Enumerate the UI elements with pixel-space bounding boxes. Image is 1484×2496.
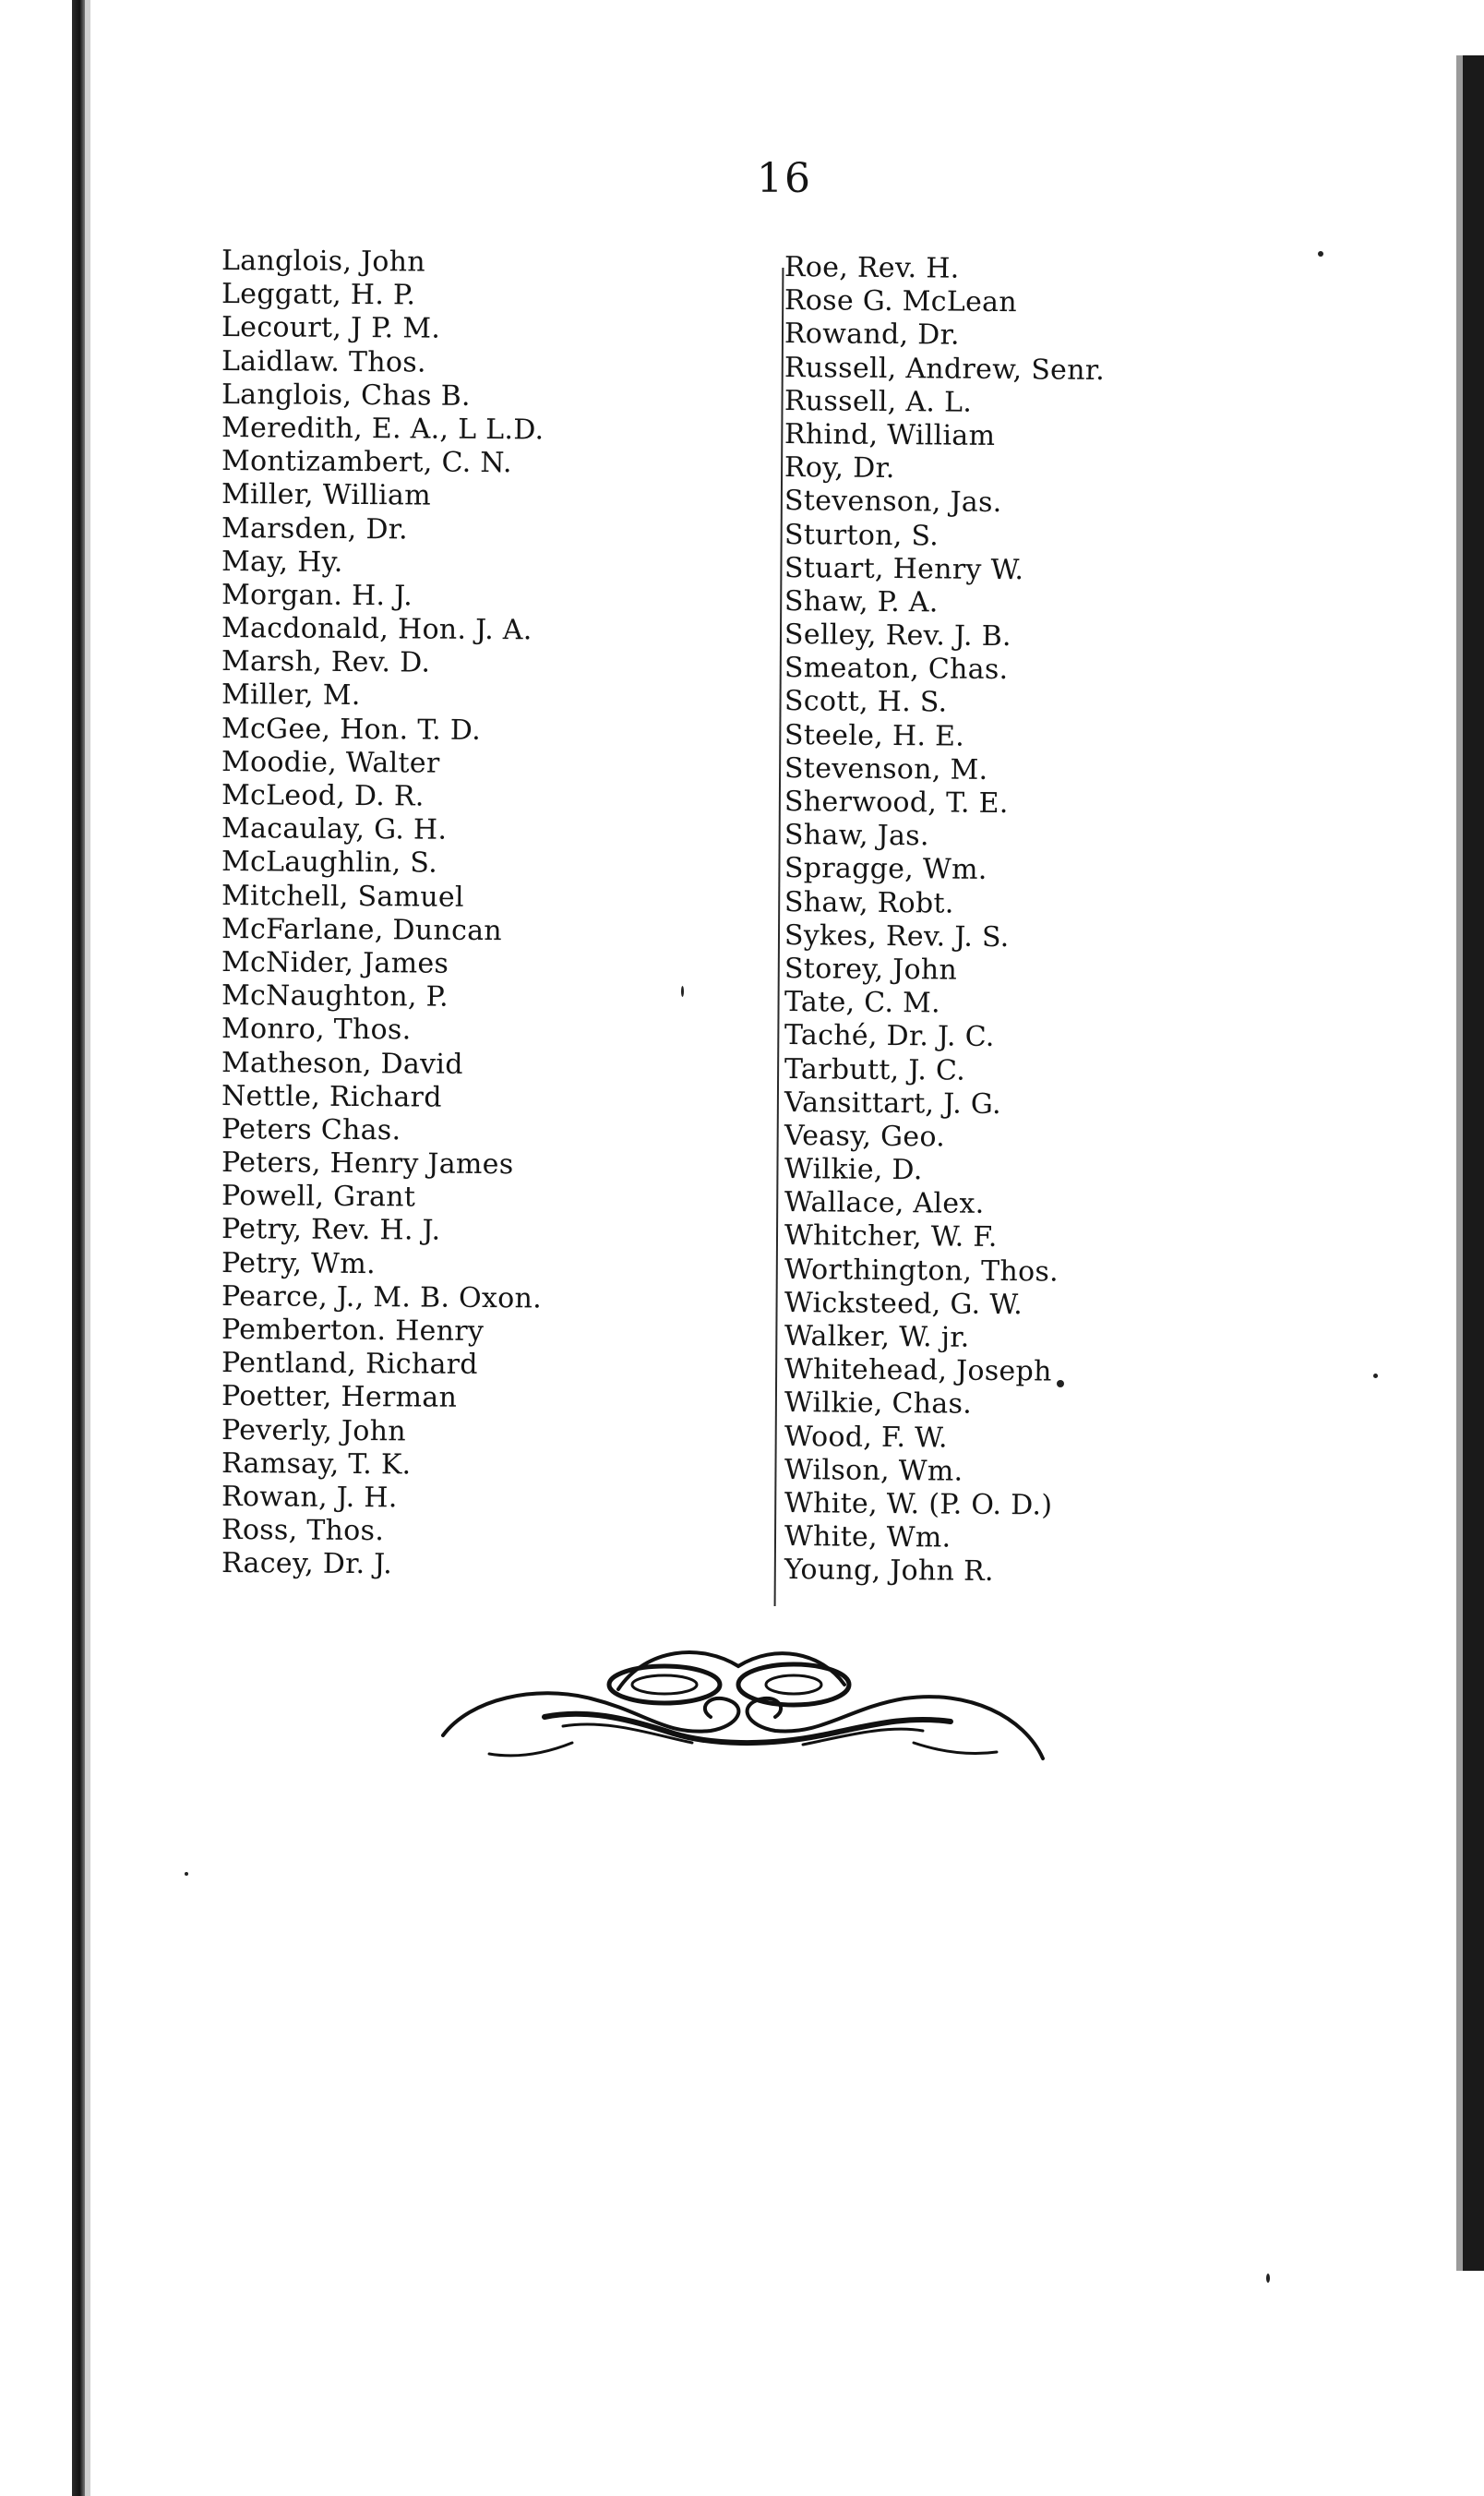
left-name-entry: Marsh, Rev. D. xyxy=(221,645,431,679)
left-name-entry: Morgan. H. J. xyxy=(221,578,413,613)
right-name-entry: Wallace, Alex. xyxy=(784,1186,985,1221)
left-name-entry: Meredith, E. A., L L.D. xyxy=(221,411,545,447)
column-divider xyxy=(774,268,784,1606)
left-name-entry: Racey, Dr. J. xyxy=(221,1547,393,1581)
right-name-entry: Sykes, Rev. J. S. xyxy=(784,918,1010,954)
right-name-entry: Russell, Andrew, Senr. xyxy=(784,351,1106,387)
right-name-entry: Sturton, S. xyxy=(784,518,939,552)
right-name-entry: White, Wm. xyxy=(784,1520,951,1554)
scan-border-right-edge xyxy=(1456,55,1463,2271)
left-name-entry: Ross, Thos. xyxy=(221,1514,385,1548)
right-name-entry: Roy, Dr. xyxy=(784,451,895,486)
right-name-entry: Rowand, Dr. xyxy=(784,318,960,353)
left-name-entry: Moodie, Walter xyxy=(221,745,440,780)
scan-speck xyxy=(1266,2274,1270,2283)
left-name-entry: Ramsay, T. K. xyxy=(221,1446,412,1482)
left-name-entry: McLeod, D. R. xyxy=(221,779,425,813)
right-name-entry: Wood, F. W. xyxy=(784,1420,948,1455)
scan-border-right xyxy=(1463,55,1484,2271)
right-name-entry: Stuart, Henry W. xyxy=(784,551,1024,586)
name-list-right xyxy=(784,251,1172,1588)
right-name-entry: Whitcher, W. F. xyxy=(784,1219,998,1254)
right-name-entry: Tarbutt, J. C. xyxy=(784,1052,966,1087)
scan-border-left-edge xyxy=(85,0,90,2496)
right-name-entry: Steele, H. E. xyxy=(784,718,965,753)
left-name-entry: Miller, William xyxy=(221,478,432,512)
left-name-entry: Matheson, David xyxy=(221,1046,463,1081)
left-name-entry: Pemberton. Henry xyxy=(221,1314,485,1348)
left-name-entry: Lecourt, J P. M. xyxy=(221,311,441,346)
right-name-entry: Wicksteed, G. W. xyxy=(784,1286,1023,1322)
left-name-entry: Peverly, John xyxy=(221,1413,407,1447)
scan-speck xyxy=(185,1872,188,1876)
left-name-entry: Peters, Henry James xyxy=(221,1146,514,1182)
left-name-entry: Macdonald, Hon. J. A. xyxy=(221,612,533,647)
left-name-entry: Pentland, Richard xyxy=(221,1347,479,1382)
right-name-entry: Tate, C. M. xyxy=(784,986,941,1020)
left-name-entry: Leggatt, H. P. xyxy=(221,278,416,312)
left-name-entry: Macaulay, G. H. xyxy=(221,812,448,846)
right-name-entry: Wilson, Wm. xyxy=(784,1453,963,1488)
right-name-entry: Storey, John xyxy=(784,952,958,987)
left-name-entry: Rowan, J. H. xyxy=(221,1480,398,1515)
right-name-entry: Taché, Dr. J. C. xyxy=(784,1019,995,1054)
left-name-entry: Laidlaw. Thos. xyxy=(221,344,426,379)
right-name-entry: Young, John R. xyxy=(784,1554,994,1589)
scan-border-left xyxy=(72,0,85,2496)
left-name-entry: Petry, Rev. H. J. xyxy=(221,1213,441,1248)
left-name-entry: Marsden, Dr. xyxy=(221,511,409,546)
left-name-entry: McNider, James xyxy=(221,945,449,980)
right-name-entry: Wilkie, D. xyxy=(784,1153,923,1187)
flourish-ornament xyxy=(434,1634,1052,1791)
right-name-entry: Shaw, Robt. xyxy=(784,885,954,920)
right-name-entry: Sherwood, T. E. xyxy=(784,786,1009,821)
right-name-entry: Stevenson, M. xyxy=(784,751,988,786)
right-name-entry: Scott, H. S. xyxy=(784,685,948,719)
right-name-entry: Veasy, Geo. xyxy=(784,1119,946,1154)
right-name-entry: Walker, W. jr. xyxy=(784,1320,970,1354)
right-name-entry: Worthington, Thos. xyxy=(784,1253,1059,1289)
right-name-entry: Stevenson, Jas. xyxy=(784,485,1002,520)
left-name-entry: Poetter, Herman xyxy=(221,1380,458,1415)
right-name-entry: Roe, Rev. H. xyxy=(784,251,960,285)
right-name-entry: Russell, A. L. xyxy=(784,384,973,419)
right-name-entry: Vansittart, J. G. xyxy=(784,1086,1002,1121)
left-name-entry: Montizambert, C. N. xyxy=(221,445,512,480)
right-name-entry: Shaw, P. A. xyxy=(784,584,939,619)
left-name-entry: Powell, Grant xyxy=(221,1180,416,1214)
right-name-entry: Rhind, William xyxy=(784,417,996,452)
right-name-entry: Shaw, Jas. xyxy=(784,819,929,853)
left-name-entry: Langlois, Chas B. xyxy=(221,378,471,413)
name-list-left xyxy=(221,245,738,1581)
scan-speck xyxy=(1318,251,1323,257)
scan-speck xyxy=(681,986,684,997)
left-name-entry: McFarlane, Duncan xyxy=(221,912,503,947)
left-name-entry: McNaughton, P. xyxy=(221,979,449,1014)
left-name-entry: Mitchell, Samuel xyxy=(221,879,464,914)
right-name-entry: Selley, Rev. J. B. xyxy=(784,618,1011,654)
left-name-entry: Monro, Thos. xyxy=(221,1013,412,1047)
left-name-entry: McLaughlin, S. xyxy=(221,846,438,881)
left-name-entry: McGee, Hon. T. D. xyxy=(221,712,482,747)
right-name-entry: Smeaton, Chas. xyxy=(784,652,1009,687)
right-name-entry: Spragge, Wm. xyxy=(784,852,987,887)
right-name-entry: Whitehead, Joseph xyxy=(784,1353,1052,1388)
scan-speck xyxy=(1057,1380,1064,1387)
left-name-entry: Peters Chas. xyxy=(221,1112,401,1147)
right-name-entry: Rose G. McLean xyxy=(784,284,1018,319)
scan-speck xyxy=(1373,1374,1378,1378)
right-name-entry: White, W. (P. O. D.) xyxy=(784,1486,1053,1522)
page-number: 16 xyxy=(757,155,812,202)
left-name-entry: Nettle, Richard xyxy=(221,1079,442,1114)
left-name-entry: May, Hy. xyxy=(221,545,343,579)
left-name-entry: Miller, M. xyxy=(221,678,361,713)
left-name-entry: Petry, Wm. xyxy=(221,1246,376,1280)
left-name-entry: Pearce, J., M. B. Oxon. xyxy=(221,1279,543,1315)
left-name-entry: Langlois, John xyxy=(221,245,426,279)
right-name-entry: Wilkie, Chas. xyxy=(784,1386,973,1422)
